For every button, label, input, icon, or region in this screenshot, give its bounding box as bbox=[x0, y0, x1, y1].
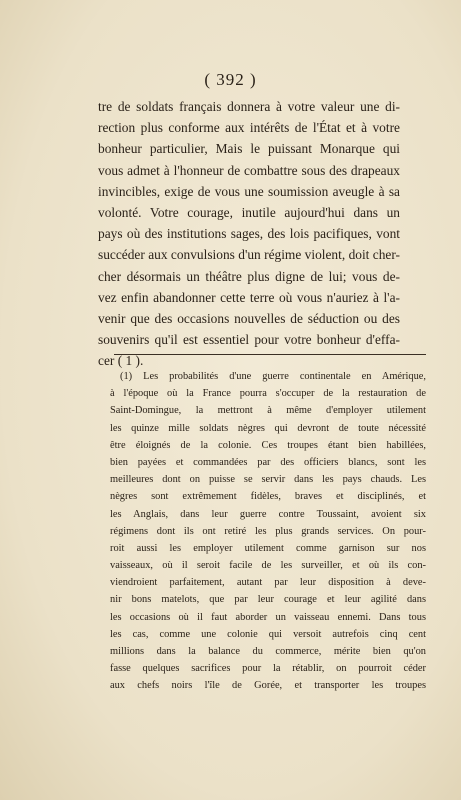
main-text-block bbox=[98, 96, 400, 371]
main-text-line: invincibles, exige de vous une soumission aveugle à sa bbox=[98, 183, 400, 199]
footnote-line: meilleures dont on puisse se servir dans les pays chauds. Les bbox=[110, 474, 426, 486]
main-text-line: souvenirs qu'il est essentiel pour votre bonheur d'effa- bbox=[98, 332, 400, 348]
footnote-line: bien payées et commandées par des officiers blancs, sont les bbox=[110, 456, 426, 468]
footnote-line: régimens dont ils ont retiré les plus grands services. On pour- bbox=[110, 525, 426, 537]
main-text-line: tre de soldats français donnera à votre valeur une di- bbox=[98, 99, 400, 114]
main-text-line: venir que des occasions nouvelles de séduction ou des bbox=[98, 310, 400, 326]
main-text-line: rection plus conforme aux intérêts de l'État et à votre bbox=[98, 120, 400, 136]
main-text-line: cher désormais un théâtre plus digne de lui; vous de- bbox=[98, 268, 400, 284]
footnote-line: aux chefs noirs l'île de Gorée, et transporter les troupes bbox=[110, 680, 426, 692]
main-text-line: bonheur particulier, Mais le puissant Monarque qui bbox=[98, 141, 400, 157]
main-text-line: cer ( 1 ). bbox=[98, 353, 144, 369]
page-number: ( 392 ) bbox=[204, 70, 257, 89]
main-text-line: pays où des institutions sages, des lois pacifiques, vont bbox=[98, 226, 400, 242]
main-text-line: vous admet à l'honneur de combattre sous des drapeaux bbox=[98, 162, 400, 178]
footnote-line: les Anglais, dans leur guerre contre Toussaint, avoient six bbox=[110, 508, 426, 520]
footnote-line: vaisseaux, où il seroit facile de les surveiller, et où ils con- bbox=[110, 560, 426, 572]
footnote-line: nir bons matelots, que par leur courage et leur agilité dans bbox=[110, 594, 426, 606]
footnote-line: nègres sont extrêmement fidèles, braves et disciplinés, et bbox=[110, 491, 426, 503]
footnote-line: les cas, comme une colonie qui versoit autrefois cinq cent bbox=[110, 628, 426, 640]
footnote-line: à l'époque où la France pourra s'occuper de la restauration de bbox=[110, 388, 426, 400]
footnote-block bbox=[110, 368, 426, 695]
footnote-line: être éloignés de la colonie. Ces troupes étant bien habillées, bbox=[110, 439, 426, 451]
footnote-line: (1) Les probabilités d'une guerre continentale en Amérique, bbox=[120, 371, 426, 382]
footnote-separator-rule bbox=[114, 354, 426, 355]
footnote-line: fasse quelques sacrifices pour la rétablir, on pourroit céder bbox=[110, 663, 426, 675]
footnote-line: millions dans la balance du commerce, mérite bien qu'on bbox=[110, 646, 426, 657]
main-text-line: volonté. Votre courage, inutile aujourd'hui dans un bbox=[98, 204, 400, 220]
footnote-line: les quinze mille soldats nègres qui devront de toute nécessité bbox=[110, 422, 426, 434]
footnote-line: Saint-Domingue, la mettront à même d'employer utilement bbox=[110, 405, 426, 417]
footnote-line: les occasions où il faut aborder un vaisseau ennemi. Dans tous bbox=[110, 611, 426, 623]
footnote-line: roit aussi les employer utilement comme garnison sur nos bbox=[110, 542, 426, 554]
main-text-line: vez enfin abandonner cette terre où vous n'auriez à l'a- bbox=[98, 289, 400, 305]
main-text-line: succéder aux convulsions d'un régime violent, doit cher- bbox=[98, 247, 400, 263]
footnote-line: viendroient parfaitement, autant par leur disposition à deve- bbox=[110, 577, 426, 589]
